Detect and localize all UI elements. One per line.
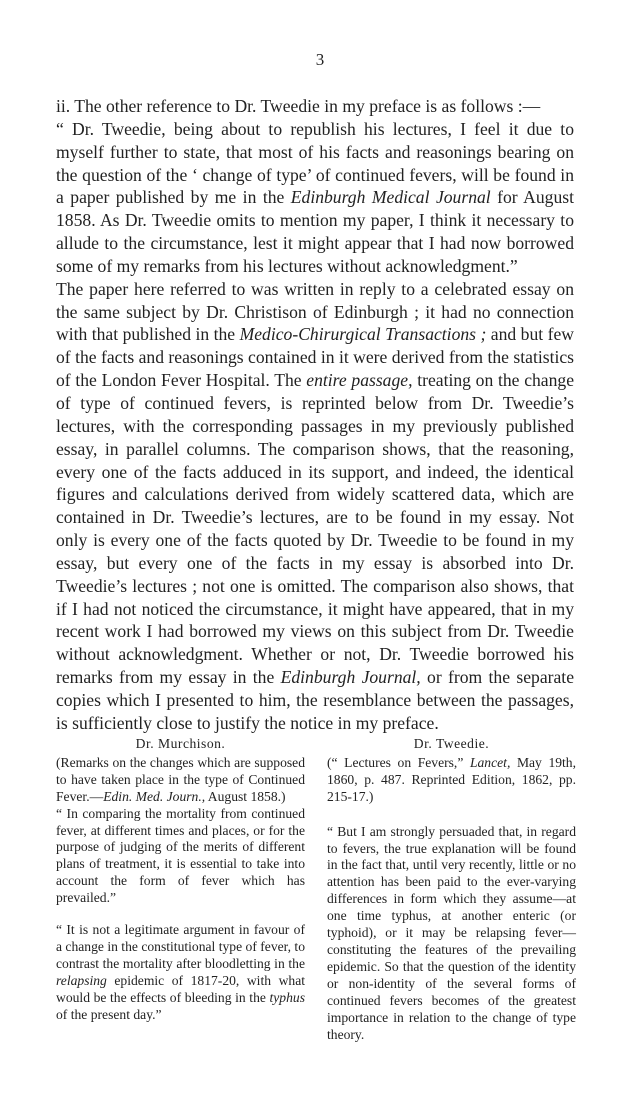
- text-run: (Remarks on the changes which are supposed to have taken place in the type of Continued Fever.—: [56, 754, 305, 804]
- main-text: [56, 95, 574, 735]
- column-heading-murchison: Dr. Murchison.: [135, 736, 226, 751]
- column-intro: [327, 755, 576, 806]
- column-quote: [56, 922, 305, 1023]
- right-column: [327, 736, 576, 1043]
- text-run: May 19th, 1860, p. 487. Reprinted Edition, 1862, pp. 215-17.): [327, 754, 577, 804]
- text-run: epidemic of 1817-20, with what would be the effects of bleeding in the: [56, 972, 305, 1005]
- text-run: “ It is not a legitimate argument in favour of a change in the constitutional type of fever, to contrast the mortality after bloodletting in the: [56, 922, 305, 971]
- text-run: or from the separate copies which I presented to him, the resemblance between the passages, is sufficiently close to justify the notice in my preface.: [56, 667, 574, 733]
- text-run: (“ Lectures on Fevers,”: [327, 754, 470, 770]
- emphasis: typhus: [269, 989, 305, 1005]
- parallel-columns: [56, 736, 576, 1043]
- journal-title: Edinburgh Medical Journal: [290, 187, 491, 208]
- text-run: treating on the change of type of continued fevers, is reprinted below from Dr. Tweedie’s lectures, with the corresponding passages in my previously published essay, in parallel columns. The comparison shows, that the reasoning, every one of the facts adduced in its support, and indeed, the identical figures and calculations derived from widely scattered data, which are contained in Dr. Tweedie’s lectures, are to be found in my essay. Not only is every one of the facts quoted by Dr. Tweedie to be found in my essay, but every one of the facts in my essay is absorbed into Dr. Tweedie’s lectures ; not one is omitted. The comparison also shows, that if I had not noticed the circumstance, it might have appeared, that in my recent work I had borrowed my views on this subject from Dr. Tweedie without acknowledgment. Whether or not, Dr. Tweedie borrowed his remarks from my essay in the: [56, 370, 575, 688]
- column-heading-tweedie: Dr. Tweedie.: [413, 736, 490, 751]
- journal-title: Medico-Chirurgical Transactions ;: [239, 324, 487, 345]
- text-run: and but few of the facts and reasonings contained in it were derived from the statistics of the London Fever Hospital. The: [56, 324, 574, 391]
- page-number: 3: [315, 50, 325, 69]
- text-run: The paper here referred to was written in reply to a celebrated essay on the same subject by Dr. Christison of Edinburgh ; it had no connection with that published in the: [56, 278, 574, 345]
- quoted-preface-paragraph: [56, 118, 574, 278]
- paragraph-reference: [56, 95, 574, 118]
- left-column: [56, 736, 305, 1043]
- emphasis: entire passage,: [306, 370, 413, 391]
- text-run: August 1858.): [205, 788, 286, 804]
- text-run: of the present day.”: [56, 1006, 162, 1022]
- text-run: for August 1858. As Dr. Tweedie omits to mention my paper, I think it necessary to allude to the circumstance, lest it might appear that I had now borrowed some of my remarks from his lectures without acknowledgment.”: [56, 187, 574, 276]
- journal-title: Edin. Med. Journ.,: [103, 788, 206, 804]
- emphasis: relapsing: [56, 972, 107, 988]
- explanation-paragraph: [56, 278, 574, 735]
- paragraph-reference-text: ii. The other reference to Dr. Tweedie in my preface is as follows :—: [56, 96, 541, 116]
- column-quote: “ But I am strongly persuaded that, in regard to fevers, the true explanation will be found in the fact that, until very recently, little or no attention has been paid to the ever-varying differences in form which they assume—at one time typhus, at another enteric (or typhoid), or it may be relapsing fever—constituting the features of the prevailing epidemic. So that the question of the identity or non-identity of the several forms of continued fevers becomes of the greatest importance in relation to the change of type theory.: [327, 823, 576, 1042]
- journal-title: Lancet,: [469, 754, 511, 770]
- text-run: “ Dr. Tweedie, being about to republish his lectures, I feel it due to myself further to state, that most of his facts and reasonings bearing on the question of the ‘ change of type’ of continued fevers, will be found in a paper published by me in the: [56, 118, 574, 208]
- journal-title: Edinburgh Journal,: [280, 667, 421, 688]
- column-intro: [56, 755, 305, 806]
- column-quote: “ In comparing the mortality from continued fever, at different times and places, or for the purpose of judging of the merits of different plans of treatment, it is essential to take into account the form of fever which has prevailed.”: [56, 805, 305, 906]
